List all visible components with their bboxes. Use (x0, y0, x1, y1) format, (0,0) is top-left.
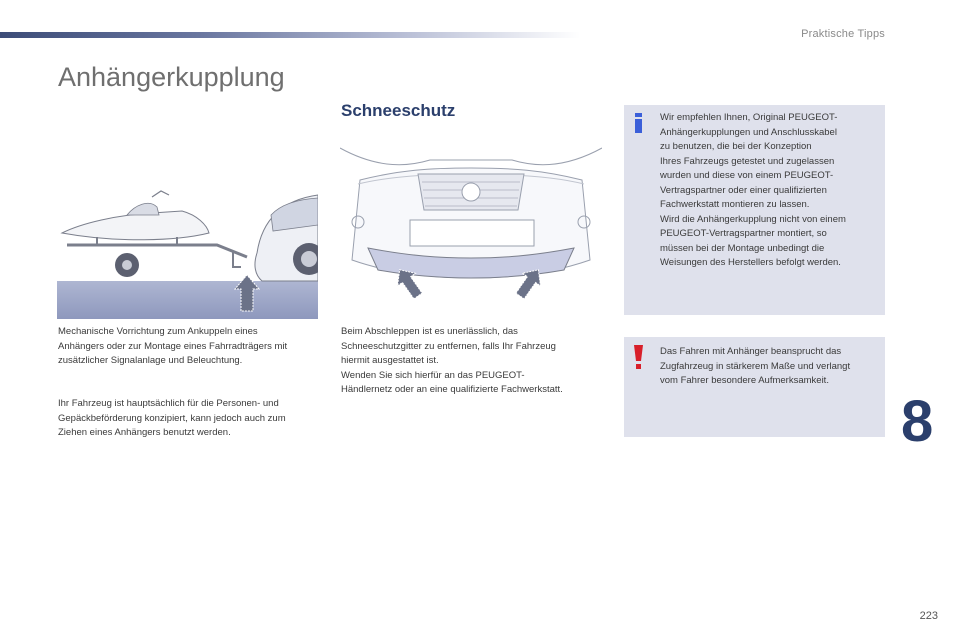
header-bar (0, 32, 580, 38)
section-label: Praktische Tipps (801, 28, 885, 40)
paragraph-snow-screen: Beim Abschleppen ist es unerlässlich, das Schneeschutzgitter zu entfernen, falls Ihr Fahrzeug hiermit ausgestattet ist. Wenden Sie sich hierfür an das PEUGEOT- Händlernetz oder an eine qualifizierte Fachwerkstatt. (341, 326, 563, 395)
page-number: 223 (919, 610, 938, 622)
section-subtitle: Schneeschutz (341, 101, 456, 120)
trailer-hitch-illustration (57, 185, 318, 319)
warning-icon (633, 345, 644, 369)
warning-note (624, 337, 885, 437)
paragraph-towbar-description: Mechanische Vorrichtung zum Ankuppeln eines Anhängers oder zur Montage eines Fahrradträgers mit zusätzlicher Signalanlage und Beleuchtung. (58, 326, 288, 366)
info-note-text: Wir empfehlen Ihnen, Original PEUGEOT- Anhängerkupplungen und Anschlusskabel zu benutzen, die bei der Konzeption Ihres Fahrzeugs getestet und zugelassen wurden und diese von einem PEUGEOT- Vertragspartner oder einer qualifizierten Fachwerkstatt montieren zu lassen. Wird die Anhängerkupplung nicht von einem PEUGEOT-Vertragspartner montiert, so müssen bei der Montage unbedingt die Weisungen des Herstellers befolgt werden. (660, 112, 846, 268)
warning-note-text: Das Fahren mit Anhänger beansprucht das Zugfahrzeug in stärkerem Maße und verlangt vom Fahrer besondere Aufmerksamkeit. (660, 346, 851, 386)
snow-screen-illustration (340, 140, 602, 300)
paragraph-vehicle-usage: Ihr Fahrzeug ist hauptsächlich für die Personen- und Gepäckbeförderung konzipiert, kann jedoch auch zum Ziehen eines Anhängers benutzt werden. (58, 398, 286, 438)
page-title: Anhängerkupplung (58, 62, 285, 92)
chapter-number: 8 (901, 389, 934, 454)
info-note (624, 105, 885, 315)
info-icon (633, 113, 644, 133)
